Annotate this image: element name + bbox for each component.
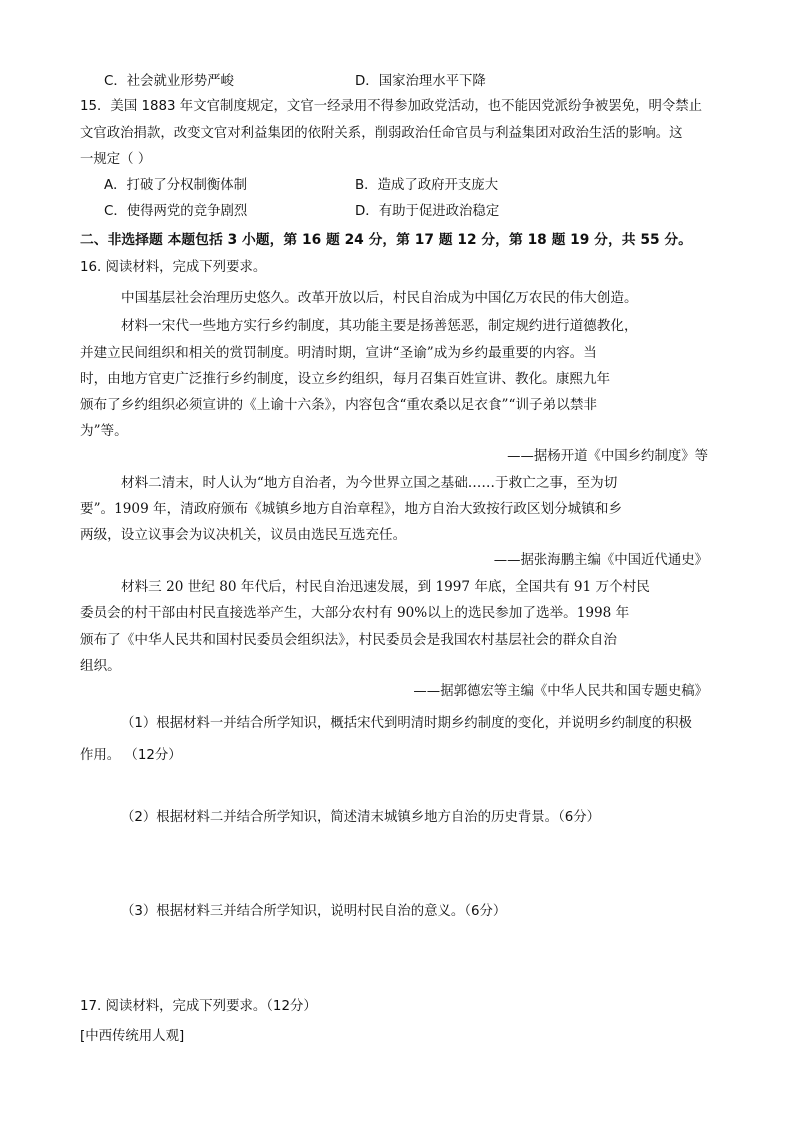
q16-material-2-line-3: 两级，设立议事会为议决机关，议员由选民互选充任。 (80, 527, 407, 543)
q17-topic: [中西传统用人观] (80, 1029, 185, 1044)
q15-stem-line-2: 文官政治捐款，改变文官对利益集团的依附关系，削弱政治任命官员与利益集团对政治生活的影响。这 (80, 126, 683, 141)
q16-material-1-line-4: 颁布了乡约组织必须宣讲的《上谕十六条》，内容包含“重农桑以足衣食”“训子弟以禁非 (80, 397, 598, 413)
section-2-heading: 二、非选择题 本题包括 3 小题，第 16 题 24 分，第 17 题 12 分，第 18 题 19 分，共 55 分。 (80, 232, 692, 248)
q14-option-d: D．国家治理水平下降 (355, 74, 486, 89)
q15-option-a: A．打破了分权制衡体制 (104, 178, 248, 193)
q16-material-2-line-1: 材料二清末，时人认为“地方自治者，为今世界立国之基础……于救亡之事，至为切 (121, 475, 618, 491)
q16-material-1-source: ——据杨开道《中国乡约制度》等 (507, 449, 708, 464)
q16-material-1-line-2: 并建立民间组织和相关的赏罚制度。明清时期，宣讲“圣谕”成为乡约最重要的内容。当 (80, 345, 597, 361)
q16-material-3-line-1: 材料三 20 世纪 80 年代后，村民自治迅速发展，到 1997 年底，全国共有 91 万个村民 (121, 579, 650, 595)
q16-material-1-line-5: 为”等。 (80, 423, 128, 439)
q15-stem-line-1: 15．美国 1883 年文官制度规定，文官一经录用不得参加政党活动，也不能因党派纷争被罢免，明令禁止 (80, 99, 703, 114)
q16-sub-question-2: （2）根据材料二并结合所学知识，简述清末城镇乡地方自治的历史背景。（6分） (121, 810, 601, 825)
q15-option-b: B．造成了政府开支庞大 (355, 178, 499, 193)
q16-sub-question-1-line-2: 作用。 （12分） (80, 748, 182, 763)
q15-stem-line-3: 一规定（ ） (80, 152, 152, 167)
q15-option-c: C．使得两党的竞争剧烈 (104, 204, 248, 219)
q14-option-c: C．社会就业形势严峻 (104, 74, 234, 89)
q15-option-d: D．有助于促进政治稳定 (355, 204, 500, 219)
q16-intro: 16. 阅读材料，完成下列要求。 (80, 260, 267, 275)
q16-material-3-line-4: 组织。 (80, 658, 121, 674)
q16-material-1-line-3: 时，由地方官吏广泛推行乡约制度，设立乡约组织，每月召集百姓宣讲、教化。康熙九年 (80, 371, 611, 387)
q16-material-1-line-1: 材料一宋代一些地方实行乡约制度，其功能主要是扬善惩恶，制定规约进行道德教化， (121, 318, 638, 334)
q16-material-2-line-2: 要”。1909 年，清政府颁布《城镇乡地方自治章程》，地方自治大致按行政区划分城镇和乡 (80, 501, 623, 517)
q16-material-2-source: ——据张海鹏主编《中国近代通史》 (493, 553, 708, 568)
q16-material-3-line-3: 颁布了《中华人民共和国村民委员会组织法》，村民委员会是我国农村基层社会的群众自治 (80, 632, 617, 648)
q16-paragraph-0: 中国基层社会治理历史悠久。改革开放以后，村民自治成为中国亿万农民的伟大创造。 (121, 290, 638, 306)
q16-sub-question-1-line-1: （1）根据材料一并结合所学知识，概括宋代到明清时期乡约制度的变化，并说明乡约制度的积极 (121, 716, 692, 731)
q16-sub-question-3: （3）根据材料三并结合所学知识，说明村民自治的意义。（6分） (121, 904, 507, 919)
q16-material-3-line-2: 委员会的村干部由村民直接选举产生，大部分农村有 90%以上的选民参加了选举。1998 年 (80, 605, 630, 621)
q17-intro: 17. 阅读材料，完成下列要求。（12分） (80, 999, 317, 1014)
q16-material-3-source: ——据郭德宏等主编《中华人民共和国专题史稿》 (413, 684, 708, 699)
